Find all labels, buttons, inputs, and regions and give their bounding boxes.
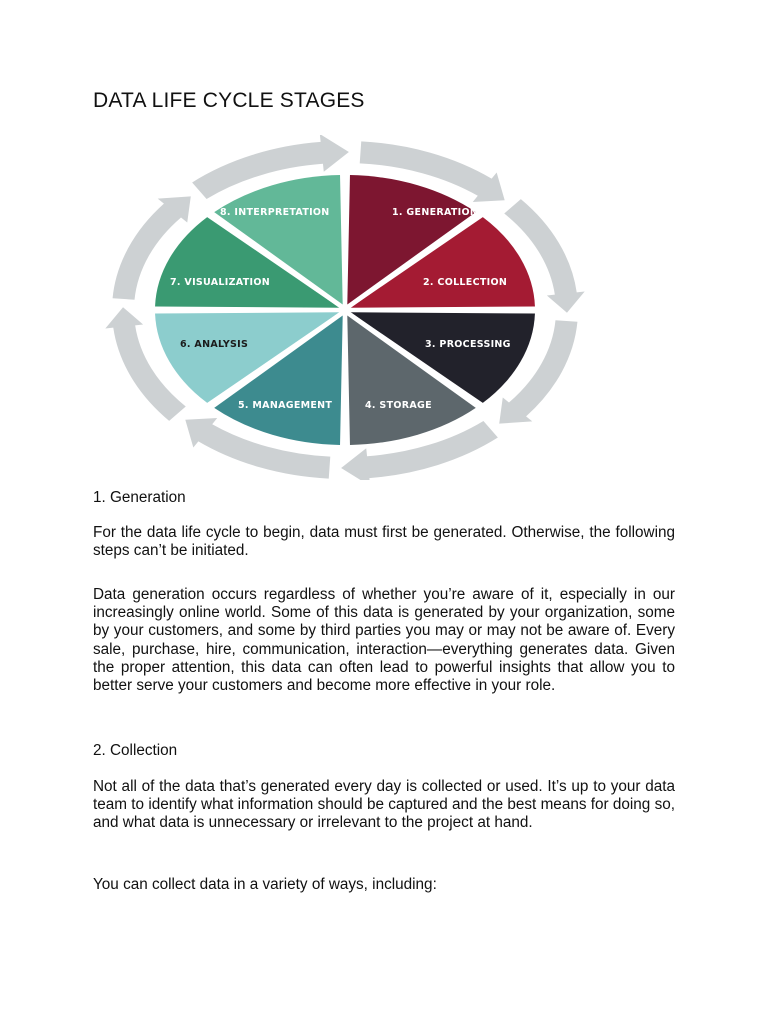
segment-label-2: 2. COLLECTION xyxy=(423,277,508,288)
paragraph-generation-detail: Data generation occurs regardless of whether you’re aware of it, especially in our increasingly online world. Some of this data is generated by your organization, some by your customers, and some by third parties you may or may not be aware of. Every sale, purchase, hire, communication, interaction—everything generates data. Given the proper attention, this data can often lead to powerful insights that allow you to better serve your customers and become more effective in your role. xyxy=(93,586,675,695)
paragraph-generation-intro: For the data life cycle to begin, data must first be generated. Otherwise, the following steps can’t be initiated. xyxy=(93,524,675,560)
cycle-svg xyxy=(95,135,585,480)
segment-label-8: 8. INTERPRETATION xyxy=(220,207,330,218)
segment-label-5: 5. MANAGEMENT xyxy=(238,400,333,411)
segment-label-6: 6. ANALYSIS xyxy=(180,339,249,350)
section-heading-generation: 1. Generation xyxy=(93,489,186,506)
segment-label-1: 1. GENERATION xyxy=(392,207,479,218)
document-title: DATA LIFE CYCLE STAGES xyxy=(93,89,365,112)
data-life-cycle-diagram xyxy=(95,135,585,480)
segment-label-7: 7. VISUALIZATION xyxy=(170,277,270,288)
paragraph-collection-intro: Not all of the data that’s generated every day is collected or used. It’s up to your data team to identify what information should be captured and the best means for doing so, and what data is unnecessary or irrelevant to the project at hand. xyxy=(93,778,675,832)
paragraph-collection-methods: You can collect data in a variety of ways, including: xyxy=(93,876,437,893)
segment-label-3: 3. PROCESSING xyxy=(425,339,511,350)
segment-label-4: 4. STORAGE xyxy=(365,400,432,411)
section-heading-collection: 2. Collection xyxy=(93,742,178,759)
